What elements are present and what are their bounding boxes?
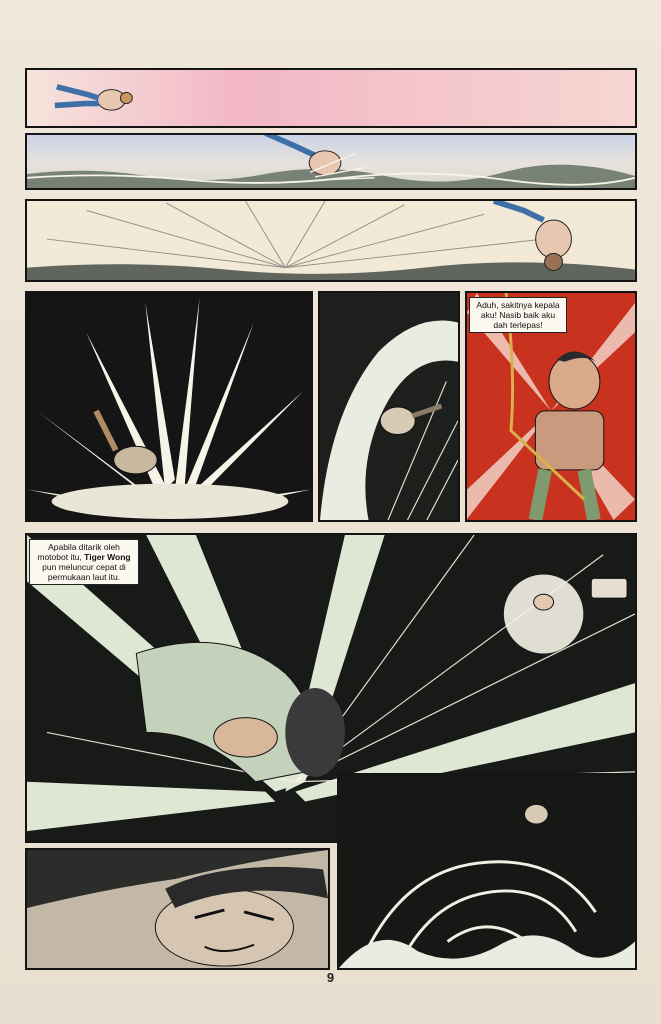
page-number: 9 bbox=[326, 970, 335, 985]
panel-3-art bbox=[27, 201, 635, 280]
panel-4-art bbox=[27, 293, 311, 520]
speech-bubble-text: Aduh, sakitnya kepala aku! Nasib baik aku dah terlepas! bbox=[476, 300, 560, 330]
panel-1-art bbox=[27, 70, 635, 126]
panel-8-art bbox=[27, 850, 328, 968]
motobot-vehicle bbox=[591, 578, 627, 598]
narration-line-2: pun meluncur cepat di permukaan laut itu. bbox=[42, 562, 126, 582]
narration-line-1: Apabila ditarik oleh motobot itu, bbox=[37, 542, 120, 562]
panel-2-art bbox=[27, 135, 635, 188]
panel-4 bbox=[25, 291, 313, 522]
panel-2 bbox=[25, 133, 637, 190]
panel-9-art bbox=[339, 775, 635, 968]
panel-9 bbox=[337, 773, 637, 970]
panel-5 bbox=[318, 291, 460, 522]
narration-name: Tiger Wong bbox=[84, 552, 131, 562]
narration-box bbox=[29, 539, 139, 585]
surfing-figure bbox=[524, 804, 548, 824]
panel-3 bbox=[25, 199, 637, 282]
panel-5-art bbox=[320, 293, 458, 520]
panel-6 bbox=[465, 291, 637, 522]
panel-8 bbox=[25, 848, 330, 970]
speech-bubble bbox=[469, 297, 567, 333]
distant-figure bbox=[534, 594, 554, 610]
panel-1 bbox=[25, 68, 637, 128]
